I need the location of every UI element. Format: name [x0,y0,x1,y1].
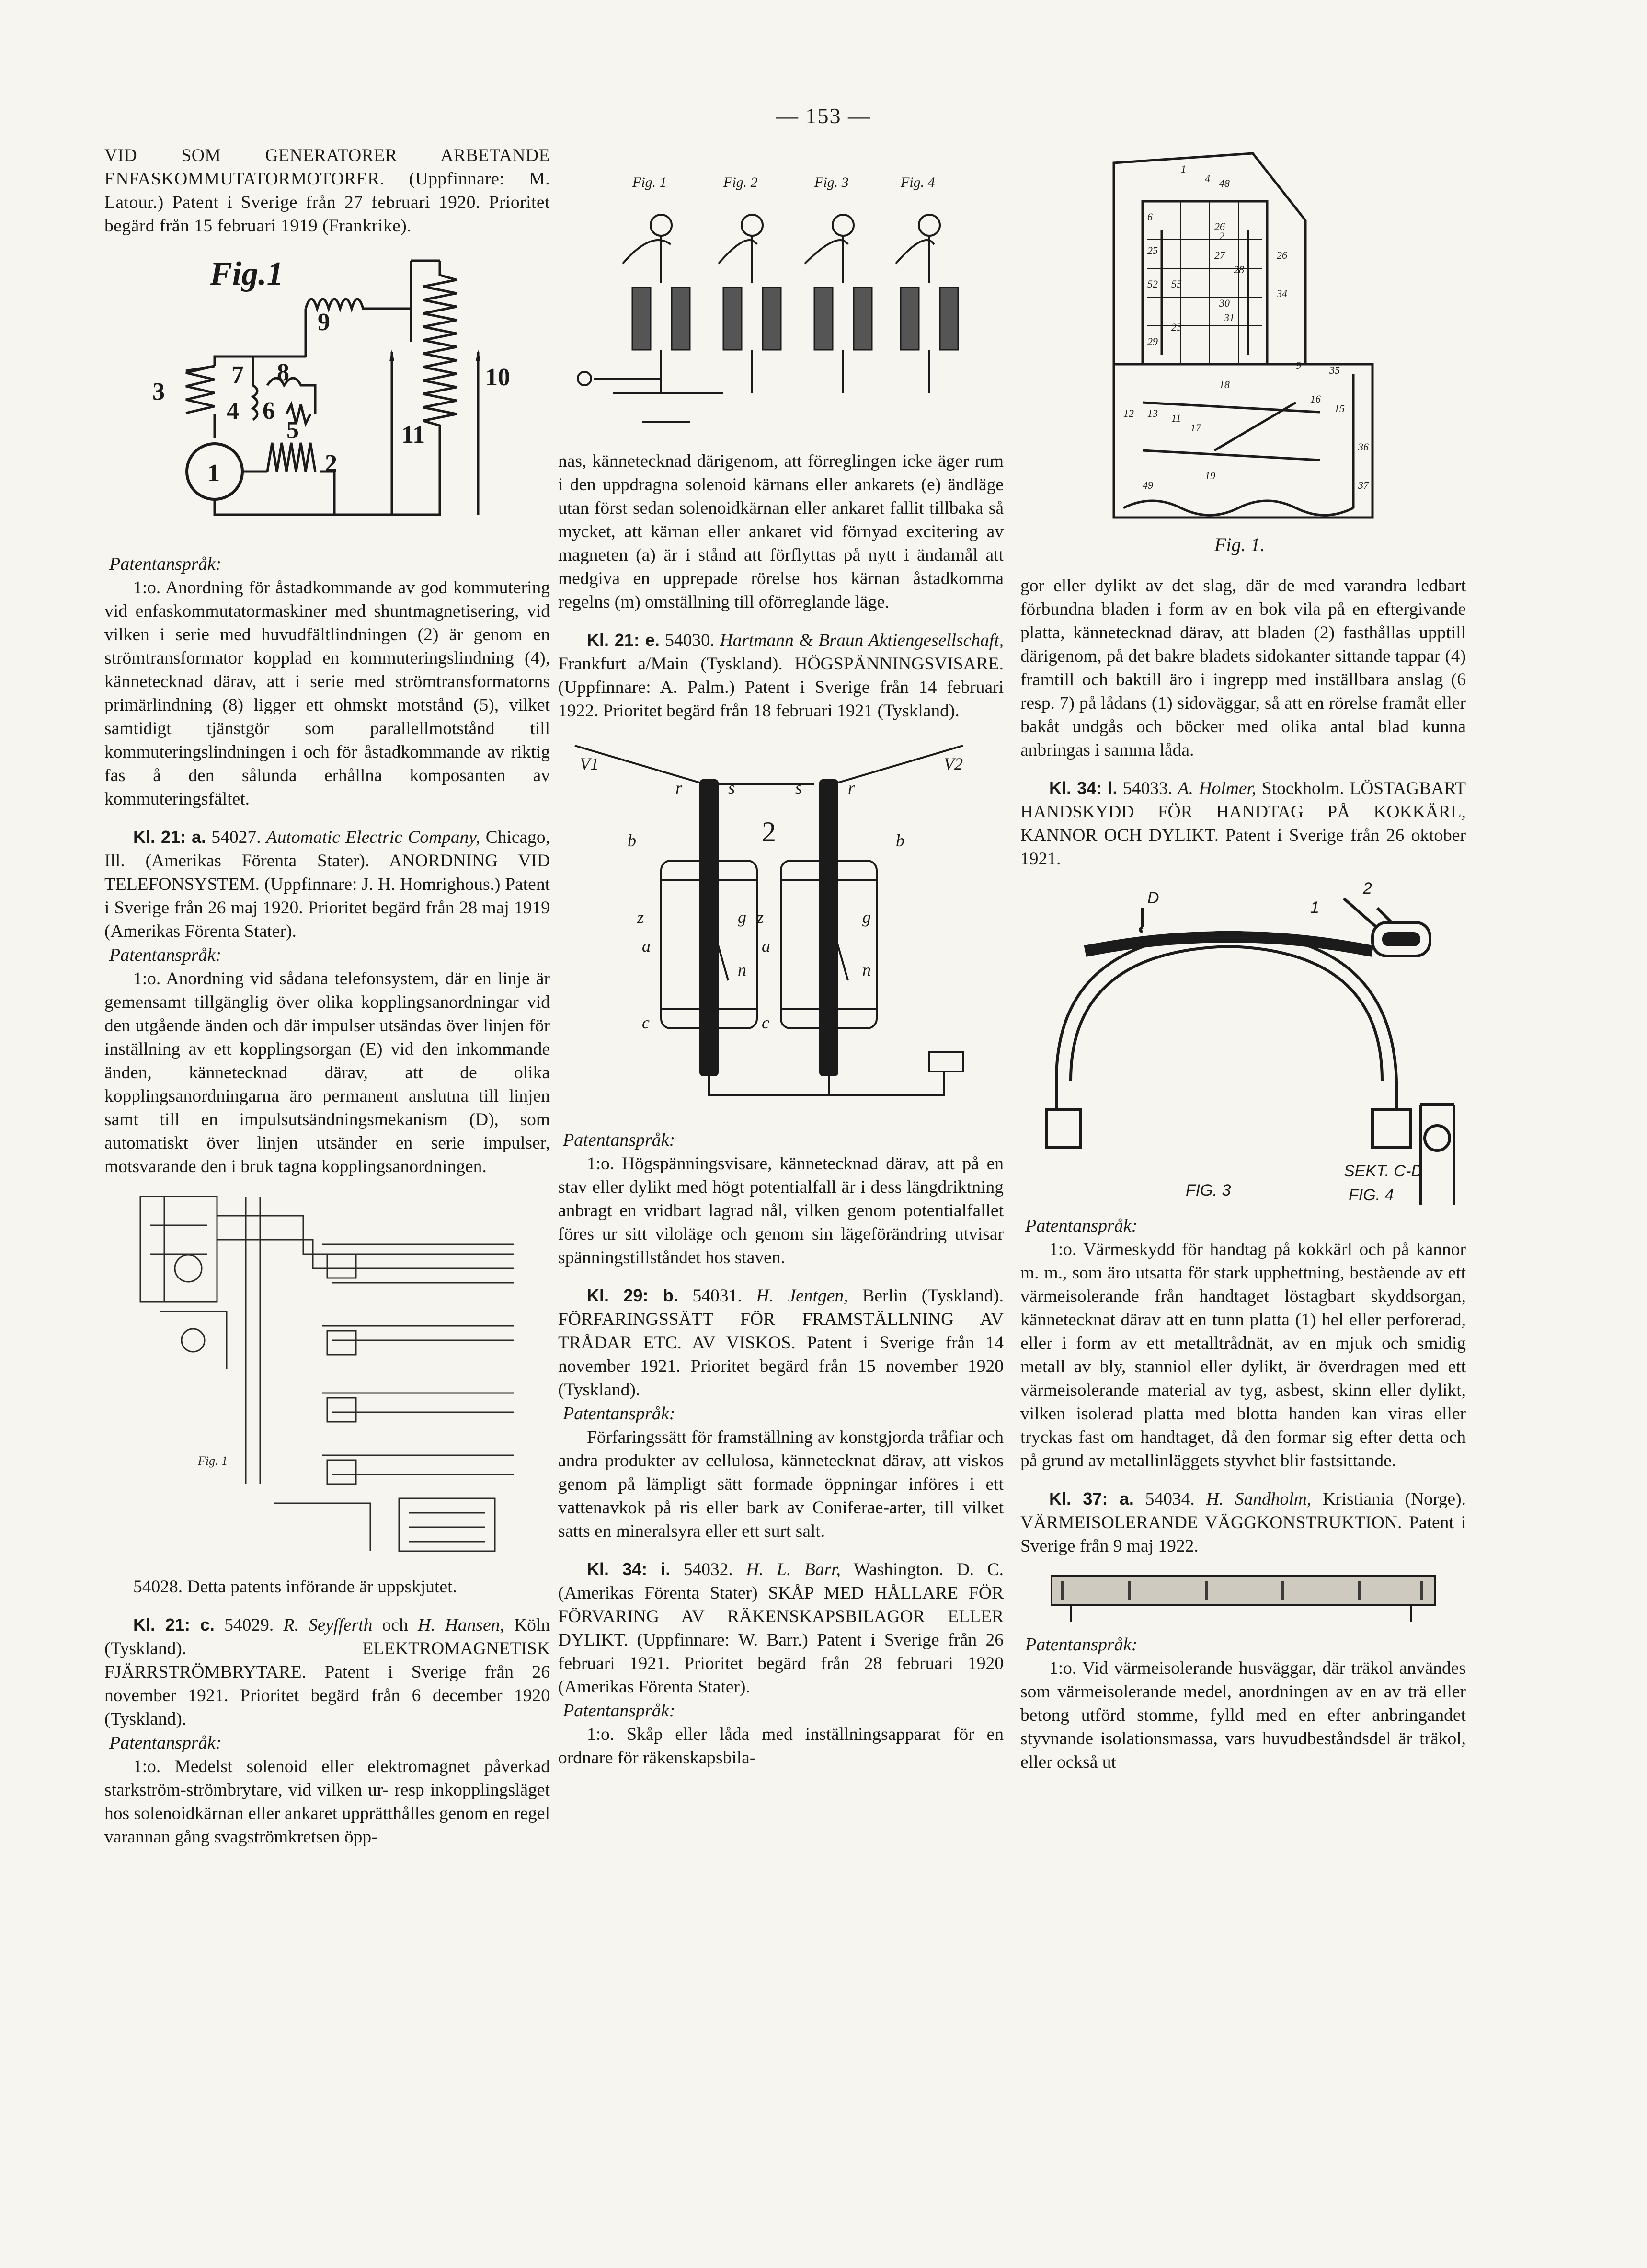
svg-text:2: 2 [762,816,776,848]
svg-text:b: b [628,831,636,850]
figure-54026-circuit [143,246,512,543]
svg-text:V2: V2 [944,754,963,773]
applicant-54027: Automatic Electric Company, [266,828,480,847]
svg-text:z: z [757,908,764,927]
kl-54034: Kl. 37: a. [1049,1489,1134,1508]
svg-text:Fig. 2: Fig. 2 [723,174,758,190]
svg-text:2: 2 [325,450,337,477]
entry-54033: Kl. 34: l. 54033. A. Holmer, Stockholm. LÖSTAGBART HANDSKYDD FÖR HANDTAG PÅ KOKKÄRL, KANNOR OCH DYLIKT. Patent i Sverige från 26 oktober 1921. D 1 2 SEKT. C-D FIG. 3 FIG. 4 Patentanspråk: 1:o. Värmeskydd för handtag på kokkärl och på kannor m. m., som äro utsatta för stark upphettning, bestående av ett värmeisolerande från handtaget löstagbart skyddsorgan, kännetecknat därav att en tunn platta (1) hel eller perforerad, eller i form av ett metalltrådnät, av en mjuk och smidig metall av bly, stanniol eller dylikt, är överdragen med ett värmeisolerande material av tyg, asbest, skinn eller dylikt, vilken isolerad platta med blotta handen kan viras eller tryckas fast om handtaget, då den formar sig efter detta och på grund av metallinläggets styvhet blir fastsittande. [1020,776,1466,1473]
svg-text:29: 29 [1147,335,1158,347]
fig1-title: Fig.1 [210,255,284,292]
fig-label-54027: Fig. 1 [198,1454,228,1468]
kl-54031: Kl. 29: b. [587,1286,678,1305]
svg-text:6: 6 [1147,211,1153,223]
kl-54030: Kl. 21: e. [587,630,660,650]
figure-54033-handle-guard [1028,879,1459,1205]
claim-54033: 1:o. Värmeskydd för handtag på kokkärl och på kannor m. m., som äro utsatta för stark upphettning, bestående av ett värmeisolerande från handtaget löstagbart skyddsorgan, kännetecknat därav att en tunn platta (1) hel eller perforerad, eller i form av ett metalltrådnät, av en mjuk och smidig metall av bly, stanniol eller dylikt, är överdragen med ett värmeisolerande material av tyg, asbest, skinn eller dylikt, vilken isolerad platta med blotta handen kan viras eller tryckas fast om handtaget, då den formar sig efter detta och på grund av metallinläggets styvhet blir fastsittande. [1020,1240,1466,1471]
svg-text:Fig. 4: Fig. 4 [901,174,935,190]
svg-text:c: c [642,1013,650,1032]
figure-54030-voltage-indicator [565,731,996,1119]
svg-text:28: 28 [1234,264,1244,276]
claims-heading-54029: Patentanspråk: [109,1733,222,1753]
svg-text:37: 37 [1358,479,1369,491]
svg-text:s: s [795,778,802,797]
figure-54032-cabinet [1095,144,1392,565]
svg-text:Fig. 3: Fig. 3 [814,174,849,190]
svg-text:18: 18 [1219,379,1230,391]
claims-heading-54030: Patentanspråk: [563,1130,675,1150]
svg-text:Fig. 1: Fig. 1 [632,174,667,190]
svg-text:V1: V1 [580,754,599,773]
fig-caption-54032: Fig. 1. [1214,534,1265,555]
applicant-54031: H. Jentgen, [756,1286,848,1306]
svg-text:n: n [738,960,746,979]
svg-text:FIG. 4: FIG. 4 [1349,1186,1394,1204]
claim-54030: 1:o. Högspänningsvisare, kännetecknad därav, att på en stav eller dylikt med högt potentialfall är i dess längdriktning anbragt en vridbart lagrad nål, vilken genom potentialfallet föres ur sitt viloläge och genom sin lägeförändring utvisar spänningstillståndet hos staven. [558,1154,1004,1267]
svg-text:52: 52 [1147,278,1158,290]
svg-text:26: 26 [1277,249,1287,261]
svg-text:6: 6 [263,397,275,425]
svg-text:36: 36 [1358,441,1369,453]
continued-54029: nas, kännetecknad därigenom, att förreglingen icke äger rum i den uppdragna solenoid kärnans eller ankarets (e) ändläge utan först sedan solenoidkärnan eller ankaret fallit tillbaka så mycket, att kärnan eller ankaret vid förnyad excitering av magneten (a) är i stånd att förflyttas på nytt i ändamål att medgiva en upprepade rörelse hos kärnan åstadkomma regelns (m) omställning till oförreglande läge. [558,451,1004,612]
entry-54027: Kl. 21: a. 54027. Automatic Electric Company, Chicago, Ill. (Amerikas Förenta Stater). ANORDNING VID TELEFONSYSTEM. (Uppfinnare: J. H. Homrighous.) Patent i Sverige från 26 maj 1920. Prioritet begärd från 28 maj 1919 (Amerikas Förenta Stater). Patentanspråk: 1:o. Anordning vid sådana telefonsystem, där en linje är gemensamt tillgänglig över olika kopplingsanordningar vid den utgående änden och där impulser utsändas över linjen för inställning av ett kopplingsorgan (E) vid den inkommande änden, kännetecknad därav, att de olika kopplingsanordningarna äro permanent anslutna till linjen samt till en impulsutsändningsmekanism (D), som automatiskt över linjen utsänder en serie impulser, motsvarande den i bruk tagna kopplingsanordningen. Fig. 1 [104,825,550,1561]
svg-text:9: 9 [318,309,330,336]
svg-text:FIG. 3: FIG. 3 [1186,1181,1231,1199]
svg-text:3: 3 [152,378,165,405]
svg-text:10: 10 [485,364,510,391]
figure-54029-switch [565,153,996,441]
svg-text:1: 1 [207,460,220,487]
claim-54031: Förfaringssätt för framställning av konstgjorda tråfiar och andra produkter av cellulosa, kännetecknat därav, att viskos genom på lämpligt sätt formade öppningar införes i ett vattenavkok på ris eller bark av Coniferae-arter, till vilket satts en mineralsyra eller ett surt salt. [558,1428,1004,1541]
claims-heading-54031: Patentanspråk: [563,1404,675,1424]
column-1 [104,144,550,1849]
svg-text:23: 23 [1171,321,1182,333]
claim-54032: 1:o. Skåp eller låda med inställningsapparat för en ordnare för räkenskapsbila- [558,1725,1004,1768]
svg-text:z: z [637,908,644,927]
applicant-54030: Hartmann & Braun Aktiengesellschaft, [720,631,1004,650]
svg-text:1: 1 [1310,898,1319,917]
svg-text:12: 12 [1123,407,1134,419]
svg-text:27: 27 [1214,249,1225,261]
svg-text:35: 35 [1329,364,1340,376]
figure-54034-wall [1032,1566,1454,1624]
svg-text:17: 17 [1190,422,1201,434]
svg-text:26: 26 [1214,220,1225,232]
continued-54032: gor eller dylikt av det slag, där de med varandra ledbart förbundna bladen i form av en bok vila på en eftergivande platta, kännetecknad därav, att bladen (2) fasthållas upptill därigenom, på det bakre bladets sidokanter sittande tappar (4) framtill och baktill äro i ingrepp med inställbara anslag (6 resp. 7) på lådans (1) sidoväggar, så att en rörelse framåt eller bakåt undgås och böcker med olika antal blad kunna anbringas i samma låda. [1020,576,1466,760]
claims-heading-54026: Patentanspråk: [109,554,222,574]
svg-text:r: r [848,778,855,797]
svg-text:11: 11 [401,421,425,449]
applicant-54034: H. Sandholm, [1206,1489,1312,1509]
kl-54032: Kl. 34: i. [587,1559,671,1579]
svg-text:g: g [862,908,871,927]
svg-text:g: g [738,908,746,927]
kl-54029: Kl. 21: c. [133,1615,215,1635]
figure-54027-telephone-circuit [131,1187,524,1561]
svg-text:25: 25 [1147,244,1158,256]
svg-text:D: D [1147,889,1159,907]
entry-54030: Kl. 21: e. 54030. Hartmann & Braun Aktiengesellschaft, Frankfurt a/Main (Tyskland). HÖGSPÄNNINGSVISARE. (Uppfinnare: A. Palm.) Patent i Sverige från 14 februari 1922. Prioritet begärd från 18 februari 1921 (Tyskland). V1 V2 r s s r b 2 b z g z g a a n n c c Patentanspråk: 1:o. Högspänningsvisare, kännetecknad därav, att på en stav eller dylikt med högt potentialfall är i dess längdriktning anbragt en vridbart lagrad nål, vilken genom potentialfallet föres ur sitt viloläge och genom sin lägeförändring utvisar spänningstillståndet hos staven. [558,628,1004,1269]
svg-text:30: 30 [1219,297,1230,309]
svg-text:5: 5 [286,416,299,444]
applicant-54029: R. Seyfferth [283,1615,373,1635]
svg-text:15: 15 [1334,403,1345,414]
applicant-54033: A. Holmer, [1178,779,1257,798]
claim-54029: 1:o. Medelst solenoid eller elektromagnet påverkad starkström-strömbrytare, vid vilken ur- resp inkopplingsläget hos solenoidkärnan eller ankaret upprätthålles genom en regel varannan gång svagströmkretsen öpp- [104,1757,550,1847]
svg-text:1: 1 [1181,163,1186,175]
applicant-54032: H. L. Barr, [746,1560,841,1579]
entry-54026-intro: VID SOM GENERATORER ARBETANDE ENFASKOMMUTATORMOTORER. (Uppfinnare: M. Latour.) Patent i Sverige från 27 februari 1920. Prioritet begärd från 15 februari 1919 (Frankrike). [104,146,550,236]
svg-text:a: a [762,936,770,956]
svg-text:4: 4 [227,397,239,425]
entry-54032: Kl. 34: i. 54032. H. L. Barr, Washington. D. C. (Amerikas Förenta Stater) SKÅP MED HÅLLARE FÖR FÖRVARING AV RÄKENSKAPSBILAGOR ELLER DYLIKT. (Uppfinnare: W. Barr.) Patent i Sverige från 26 februari 1921. Prioritet begärd från 28 februari 1920 (Amerikas Förenta Stater). Patentanspråk: 1:o. Skåp eller låda med inställningsapparat för en ordnare för räkenskapsbila- [558,1557,1004,1770]
svg-text:2: 2 [1363,879,1372,898]
svg-text:SEKT. C-D: SEKT. C-D [1344,1162,1423,1180]
svg-text:9: 9 [1296,359,1301,371]
svg-text:4: 4 [1205,173,1210,184]
svg-text:r: r [675,778,683,797]
column-2 [558,144,1004,1770]
svg-text:13: 13 [1147,407,1158,419]
svg-text:8: 8 [277,359,289,386]
svg-text:16: 16 [1310,393,1321,405]
page-number: — 153 — [776,104,871,128]
entry-54031: Kl. 29: b. 54031. H. Jentgen, Berlin (Tyskland). FÖRFARINGSSÄTT FÖR FRAMSTÄLLNING AV TRÅDAR ETC. AV VISKOS. Patent i Sverige från 14 november 1921. Prioritet begärd från 15 november 1920 (Tyskland). Patentanspråk: Förfaringssätt för framställning av konstgjorda tråfiar och andra produkter av cellulosa, kännetecknat därav, att viskos genom på lämpligt sätt formade öppningar införes i ett vattenavkok på ris eller bark av Coniferae-arter, till vilket satts en mineralsyra eller ett surt salt. [558,1284,1004,1543]
column-3 [1020,144,1466,1774]
svg-text:a: a [642,936,651,956]
kl-54033: Kl. 34: l. [1049,778,1118,798]
svg-text:s: s [728,778,735,797]
svg-text:19: 19 [1205,470,1215,482]
svg-text:55: 55 [1171,278,1182,290]
svg-text:b: b [896,831,904,850]
claims-heading-54032: Patentanspråk: [563,1701,675,1721]
claim-54027: 1:o. Anordning vid sådana telefonsystem, där en linje är gemensamt tillgänglig över olika kopplingsanordningar vid den utgående änden och där impulser utsändas över linjen för inställning av ett kopplingsorgan (E) vid den inkommande änden, kännetecknad därav, att de olika kopplingsanordningarna äro permanent anslutna till linjen samt till en impulsutsändningsmekanism (D), som automatiskt över linjen utsänder en serie impulser, motsvarande den i bruk tagna kopplingsanordningen. [104,969,550,1176]
claims-heading-54034: Patentanspråk: [1025,1635,1138,1655]
svg-text:34: 34 [1277,288,1287,299]
claim-54034: 1:o. Vid värmeisolerande husväggar, där träkol användes som värmeisolerande medel, anordningen av en av trä eller betong utförd stomme, fylld med en efter anbringandet styvnande isolationsmassa, vars huvudbeståndsdel är träkol, eller också ut [1020,1658,1466,1772]
svg-text:31: 31 [1224,311,1235,323]
claim-54026: 1:o. Anordning för åstadkommande av god kommutering vid enfaskommutatormaskiner med shuntmagnetisering, vid vilken i serie med huvudfältlindningen (2) är genom en strömtransformator kopplad en kommuteringslindning (4), kännetecknad därav, att i serie med strömtransformatorns primärlindning (8) ligger ett ohmskt motstånd (5), vilket samtidigt tjänstgör som parallellmotstånd till kommuteringslindningen i och för åstadkommande av riktig fas å den sålunda erhållna komposanten av kommuteringsfältet. [104,578,550,809]
svg-text:11: 11 [1171,412,1181,424]
svg-text:c: c [762,1013,769,1032]
entry-54034: Kl. 37: a. 54034. H. Sandholm, Kristiania (Norge). VÄRMEISOLERANDE VÄGGKONSTRUKTION. Patent i Sverige från 9 maj 1922. Patentanspråk: 1:o. Vid värmeisolerande husväggar, där träkol användes som värmeisolerande medel, anordningen av en av trä eller betong utförd stomme, fylld med en efter anbringandet styvnande isolationsmassa, vars huvudbeståndsdel är träkol, eller också ut [1020,1487,1466,1774]
svg-text:2: 2 [1219,230,1224,242]
kl-54027: Kl. 21: a. [133,827,206,847]
entry-54029: Kl. 21: c. 54029. R. Seyfferth och H. Hansen, Köln (Tyskland). ELEKTROMAGNETISK FJÄRRSTRÖMBRYTARE. Patent i Sverige från 26 november 1921. Prioritet begärd från 6 december 1920 (Tyskland). Patentanspråk: 1:o. Medelst solenoid eller elektromagnet påverkad starkström-strömbrytare, vid vilken ur- resp inkopplingsläget hos solenoidkärnan eller ankaret upprätthålles genom en regel varannan gång svagströmkretsen öpp- [104,1613,550,1849]
claims-heading-54027: Patentanspråk: [109,945,222,965]
svg-text:7: 7 [231,361,244,389]
svg-text:n: n [862,960,871,979]
entry-54028: 54028. Detta patents införande är uppskjutet. [133,1577,457,1597]
svg-text:49: 49 [1143,479,1153,491]
svg-text:48: 48 [1219,177,1230,189]
claims-heading-54033: Patentanspråk: [1025,1216,1138,1236]
